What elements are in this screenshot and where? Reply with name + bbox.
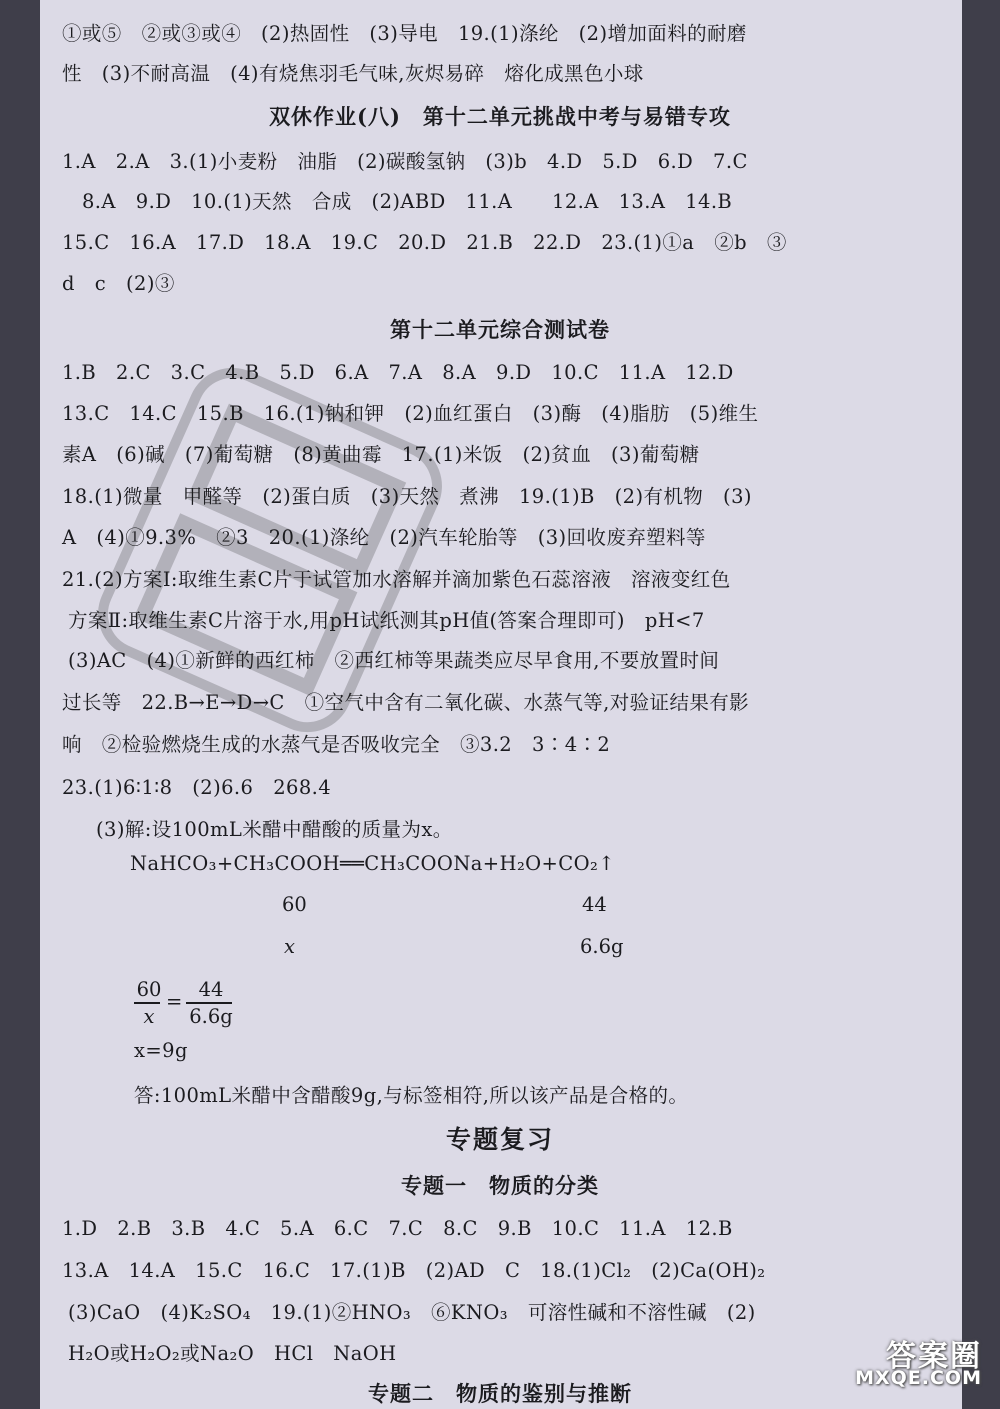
- answer-line-result: x=9g: [134, 1039, 188, 1062]
- fraction-equals: =: [166, 990, 183, 1013]
- section-heading-topic-two: 专题二 物质的鉴别与推断: [368, 1381, 632, 1406]
- fraction-left-bar: [134, 1002, 160, 1004]
- answer-line-6: d c (2)③: [62, 272, 175, 295]
- logo-url: MXQE.COM: [855, 1367, 982, 1389]
- answer-line-23: 13.A 14.A 15.C 16.C 17.(1)B (2)AD C 18.(1)Cl₂ (2)Ca(OH)₂: [62, 1259, 766, 1282]
- answer-line-4: 8.A 9.D 10.(1)天然 合成 (2)ABD 11.A 12.A 13.A 14.B: [82, 190, 733, 213]
- answer-line-14: (3)AC (4)①新鲜的西红柿 ②西红柿等果蔬类应尽早食用,不要放置时间: [68, 649, 720, 672]
- logo-text: 答案圈: [886, 1339, 982, 1374]
- section-heading-weekend-homework: 双休作业(八) 第十二单元挑战中考与易错专攻: [269, 104, 731, 129]
- answer-line-12: 21.(2)方案Ⅰ:取维生素C片于试管加水溶解并滴加紫色石蕊溶液 溶液变红色: [62, 568, 731, 591]
- answer-line-conclusion: 答:100mL米醋中含醋酸9g,与标签相符,所以该产品是合格的。: [134, 1084, 689, 1107]
- answer-line-24: (3)CaO (4)K₂SO₄ 19.(1)②HNO₃ ⑥KNO₃ 可溶性碱和不溶性碱 (2): [68, 1301, 756, 1324]
- answer-line-25: H₂O或H₂O₂或Na₂O HCl NaOH: [68, 1342, 397, 1365]
- fraction-left-numerator: 60: [136, 978, 162, 1001]
- fraction-right-denominator: 6.6g: [189, 1004, 233, 1028]
- equation-left-unknown: x: [284, 935, 295, 958]
- answer-line-3: 1.A 2.A 3.(1)小麦粉 油脂 (2)碳酸氢钠 (3)b 4.D 5.D 6.D 7.C: [62, 150, 748, 173]
- answer-line-22: 1.D 2.B 3.B 4.C 5.A 6.C 7.C 8.C 9.B 10.C 11.A 12.B: [62, 1217, 733, 1240]
- equation-left-mass: 60: [282, 893, 307, 916]
- section-heading-topic-review: 专题复习: [445, 1125, 554, 1154]
- answer-line-8: 13.C 14.C 15.B 16.(1)钠和钾 (2)血红蛋白 (3)酶 (4)脂肪 (5)维生: [62, 402, 759, 425]
- answer-line-16: 响 ②检验燃烧生成的水蒸气是否吸收完全 ③3.2 3∶4∶2: [62, 733, 611, 756]
- fraction-right-bar: [186, 1002, 232, 1004]
- chemical-equation: NaHCO₃+CH₃COOH══CH₃COONa+H₂O+CO₂↑: [130, 852, 615, 875]
- section-heading-topic-one: 专题一 物质的分类: [401, 1173, 599, 1198]
- fraction-left-denominator: x: [143, 1004, 155, 1028]
- answer-line-10: 18.(1)微量 甲醛等 (2)蛋白质 (3)天然 煮沸 19.(1)B (2)有机物 (3): [62, 485, 752, 508]
- answer-line-5: 15.C 16.A 17.D 18.A 19.C 20.D 21.B 22.D 23.(1)①a ②b ③: [62, 231, 787, 254]
- answer-line-13: 方案Ⅱ:取维生素C片溶于水,用pH试纸测其pH值(答案合理即可) pH<7: [68, 609, 705, 632]
- answer-line-9: 素A (6)碱 (7)葡萄糖 (8)黄曲霉 17.(1)米饭 (2)贫血 (3)葡萄糖: [62, 443, 700, 466]
- answer-line-18: (3)解:设100mL米醋中醋酸的质量为x。: [96, 818, 453, 841]
- fraction-right-numerator: 44: [198, 978, 224, 1001]
- equation-right-given: 6.6g: [580, 935, 624, 958]
- answer-line-17: 23.(1)6∶1∶8 (2)6.6 268.4: [62, 776, 332, 799]
- answer-line-2: 性 (3)不耐高温 (4)有烧焦羽毛气味,灰烬易碎 熔化成黑色小球: [62, 62, 644, 85]
- equation-right-mass: 44: [582, 893, 607, 916]
- answer-line-1: ①或⑤ ②或③或④ (2)热固性 (3)导电 19.(1)涤纶 (2)增加面料的耐磨: [62, 22, 747, 45]
- answer-line-15: 过长等 22.B→E→D→C ①空气中含有二氧化碳、水蒸气等,对验证结果有影: [62, 691, 750, 714]
- answer-line-11: A (4)①9.3% ②3 20.(1)涤纶 (2)汽车轮胎等 (3)回收废弃塑料等: [62, 526, 706, 549]
- answer-line-7: 1.B 2.C 3.C 4.B 5.D 6.A 7.A 8.A 9.D 10.C 11.A 12.D: [62, 361, 734, 384]
- section-heading-unit-test: 第十二单元综合测试卷: [390, 317, 610, 342]
